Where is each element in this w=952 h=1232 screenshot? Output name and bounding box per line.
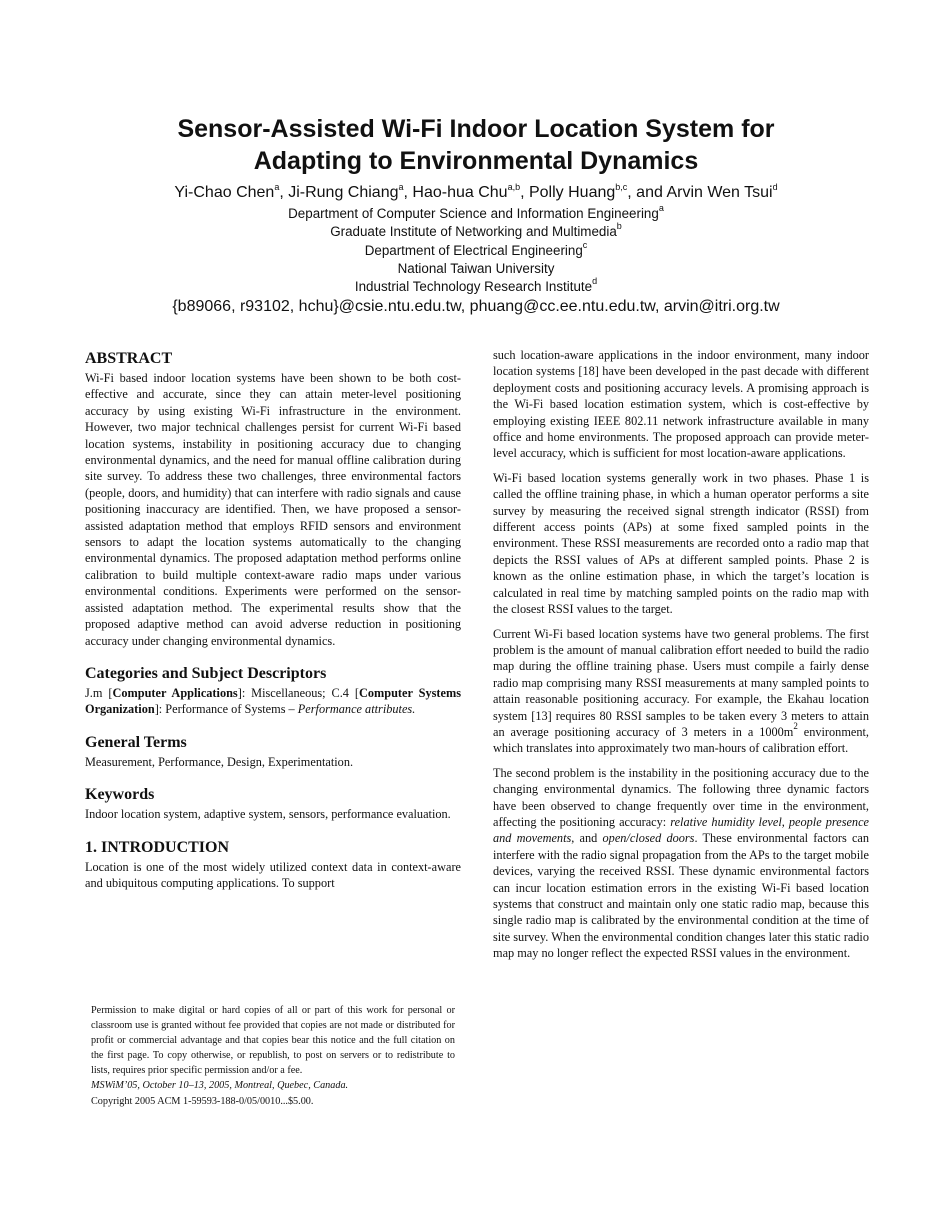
superscript: 2 — [793, 720, 798, 731]
affiliation — [40, 205, 912, 223]
general-terms-text: Measurement, Performance, Design, Experimentation. — [85, 754, 354, 769]
paragraph-italic: open/closed doors — [602, 831, 695, 846]
author-emails: {b89066, r93102, hchu}@csie.ntu.edu.tw, phuang@cc.ee.ntu.edu.tw, arvin@itri.org.tw — [172, 298, 780, 315]
author-separator: , — [520, 184, 529, 201]
introduction-heading: 1. INTRODUCTION — [85, 838, 230, 856]
affiliation — [40, 278, 912, 296]
affiliation-name: Department of Computer Science and Information Engineering — [288, 206, 659, 221]
categories-text — [85, 685, 461, 718]
paragraph-part: , and — [571, 831, 603, 846]
affiliation-sup: b — [616, 221, 622, 232]
right-column — [493, 347, 869, 962]
general-terms-heading: General Terms — [85, 733, 187, 751]
paragraph-part: Current Wi-Fi based location systems have two general problems. The first problem is the amount of manual calibration effort needed to build the radio map during the offline training phase. Users must compile a fairly dense radio map comprising many RSSI measurements at many sampled points to attain reasonable positioning accuracy. For example, the Ekahau location system [13] requires 80 RSSI samples to be taken every 3 meters to attain an average positioning accuracy of 3 meters in a 1000m — [493, 626, 869, 739]
affiliation-name: National Taiwan University — [397, 260, 555, 276]
permission-text: Permission to make digital or hard copies of all or part of this work for personal or classroom use is granted without fee provided that copies are not made or distributed for profit or commercial advantage and that copies bear this notice and the full citation on the first page. To copy otherwise, or republish, to post on servers or to redistribute to lists, requires prior specific permission and/or a fee. — [91, 1005, 455, 1077]
permission-notice — [91, 1003, 455, 1109]
author-list — [40, 182, 912, 204]
categories-bold: Computer Systems Organization — [85, 685, 461, 717]
keywords-text: Indoor location system, adaptive system, sensors, performance evaluation. — [85, 807, 451, 822]
author-separator: , — [279, 184, 289, 201]
categories-part: ]: Performance of Systems – — [154, 702, 298, 717]
categories-part: ]: Miscellaneous; C.4 [ — [237, 685, 359, 700]
author-sup: d — [772, 182, 778, 192]
title-line-1: Sensor-Assisted Wi-Fi Indoor Location System for — [177, 115, 775, 143]
affiliation-name: Industrial Technology Research Institute — [354, 279, 593, 295]
affiliation — [40, 260, 912, 278]
affiliation-sup: c — [582, 239, 588, 250]
affiliation-sup: a — [658, 203, 664, 213]
abstract-text: Wi-Fi based indoor location systems have been shown to be both cost-effective and accurate, since they can attain meter-level positioning accuracy by using existing Wi-Fi infrastructure in the environment. However, two major technical challenges persist for current Wi-Fi based location systems, instability in positioning accuracy due to changing environmental dynamics, and the need for manual offline calibration during site survey. To address these two challenges, three environmental factors (people, doors, and humidity) that can interfere with radio signals and cause positioning inaccuracy are identified. Then, we have proposed a sensor-assisted adaptation method that employs RFID sensors and environment sensors to adapt the location systems automatically to the changing environmental dynamics. The proposed adaptation method performs online calibration to build multiple context-aware radio maps under various environmental conditions. Experiments were performed on the sensor-assisted adaptation method. The experimental results show that the proposed adaptive method can avoid adverse reduction in positioning accuracy under changing environmental dynamics. — [85, 371, 461, 648]
paragraph-italic: relative humidity level, people presence and movements — [493, 814, 869, 846]
paragraph-part: environment, which translates into approximately two man-hours of calibration effort. — [493, 724, 869, 756]
author-name: Hao-hua Chu — [412, 184, 508, 201]
categories-heading: Categories and Subject Descriptors — [85, 664, 327, 682]
categories-part: J.m [ — [85, 685, 113, 700]
author-name: Polly Huang — [528, 184, 616, 201]
abstract-heading: ABSTRACT — [85, 350, 173, 367]
affiliation — [40, 223, 912, 241]
affiliation-name: Graduate Institute of Networking and Multimedia — [330, 224, 617, 240]
left-column — [85, 349, 461, 891]
paper-title — [60, 113, 892, 177]
body-paragraph — [493, 626, 869, 757]
copyright-text: Copyright 2005 ACM 1-59593-188-0/05/0010...$5.00. — [91, 1095, 314, 1107]
affiliation-sup: d — [592, 276, 598, 287]
author-sup: a,b — [507, 182, 521, 192]
keywords-heading: Keywords — [85, 786, 155, 804]
author-name: Arvin Wen Tsui — [666, 184, 773, 201]
categories-italic: Performance attributes. — [297, 702, 416, 717]
paragraph-part: The second problem is the instability in the positioning accuracy due to the changing environmental dynamics. The following three dynamic factors have been observed to change frequently over time in the environment, affecting the positioning accuracy: — [493, 765, 869, 829]
author-separator: , and — [627, 184, 667, 201]
author-name: Yi-Chao Chen — [174, 184, 275, 201]
paragraph-part: . These environmental factors can interfere with the radio signal propagation from the APs to the target mobile devices, varying the received RSSI. These dynamic environmental factors can incur location estimation errors in the existing Wi-Fi based location systems that construct and maintain only one static radio map, because this single radio map is calibrated by the environmental condition at the time of site survey. When the environmental condition changes later this static radio map may no longer reflect the expected RSSI values in the environment. — [493, 831, 870, 961]
author-sup: a — [398, 182, 404, 192]
venue-text — [91, 1078, 455, 1093]
author-name: Ji-Rung Chiang — [288, 184, 399, 201]
affiliation-name: Department of Electrical Engineering — [364, 242, 583, 258]
body-paragraph: Wi-Fi based location systems generally work in two phases. Phase 1 is called the offline training phase, in which a human operator performs a site survey by measuring the received signal strength indicator (RSSI) from different access points (APs) at some fixed sampled points in the environment. These RSSI measurements are recorded onto a radio map that depicts the RSSI values of APs at different sampled points. Phase 2 is known as the online estimation phase, in which the target’s location is calculated in real time by matching sampled points on the radio map with the closest RSSI values to the target. — [493, 470, 869, 617]
body-paragraph: such location-aware applications in the indoor environment, many indoor location systems [18] have been developed in the past decade with different deployment costs and positioning accuracy levels. A promising approach is the Wi-Fi based location estimation system, which is cost-effective by employing existing IEEE 802.11 network infrastructure available in many office and home environments. The proposed approach can provide meter-level accuracy, which is sufficient for most location-aware applications. — [493, 348, 869, 461]
categories-bold: Computer Applications — [112, 685, 238, 700]
body-paragraph — [493, 765, 869, 962]
author-sup: a — [274, 182, 280, 192]
author-separator: , — [403, 184, 413, 201]
venue-italic: MSWiM’05, October 10–13, 2005, Montreal, Quebec, Canada. — [91, 1080, 349, 1092]
affiliation — [40, 239, 912, 260]
affiliation-list — [40, 205, 912, 296]
introduction-text: Location is one of the most widely utilized context data in context-aware and ubiquitous computing applications. To support — [85, 859, 461, 890]
author-sup: b,c — [615, 182, 628, 192]
title-line-2: Adapting to Environmental Dynamics — [253, 147, 699, 175]
